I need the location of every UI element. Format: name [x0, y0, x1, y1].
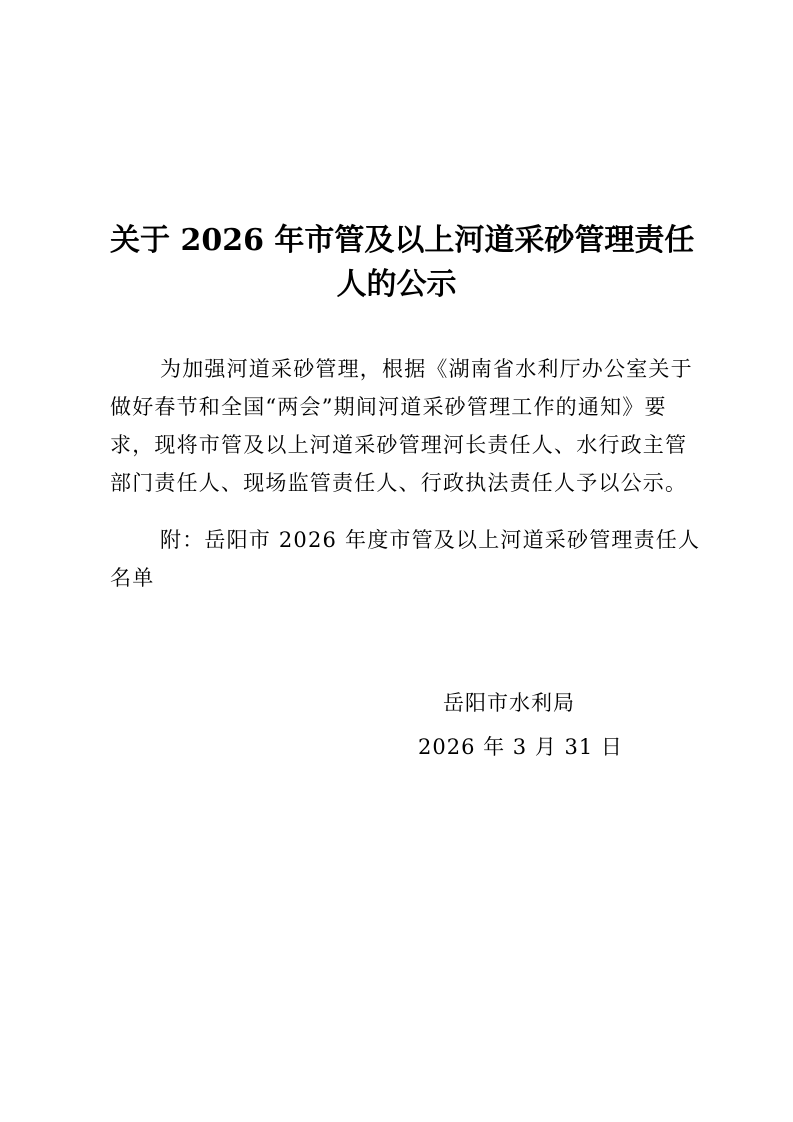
signature-organization: 岳阳市水利局: [443, 691, 575, 715]
body-line: 为加强河道采砂管理，根据《湖南省水利厅办公室关于: [160, 357, 693, 381]
body-line: 部门责任人、现场监管责任人、行政执法责任人予以公示。: [110, 471, 688, 495]
attachment-paragraph: [110, 521, 701, 597]
attachment-line: 附：岳阳市 2026 年度市管及以上河道采砂管理责任人: [160, 528, 701, 552]
body-paragraph: [110, 350, 693, 502]
body-line: 做好春节和全国“两会”期间河道采砂管理工作的通知》要: [110, 395, 667, 419]
document-title-line-1: 关于 2026 年市管及以上河道采砂管理责任: [110, 223, 695, 258]
document-title-line-2: 人的公示: [336, 267, 457, 302]
attachment-line: 名单: [110, 566, 155, 590]
signature-date: 2026 年 3 月 31 日: [418, 735, 623, 759]
body-line: 求，现将市管及以上河道采砂管理河长责任人、水行政主管: [110, 433, 688, 457]
